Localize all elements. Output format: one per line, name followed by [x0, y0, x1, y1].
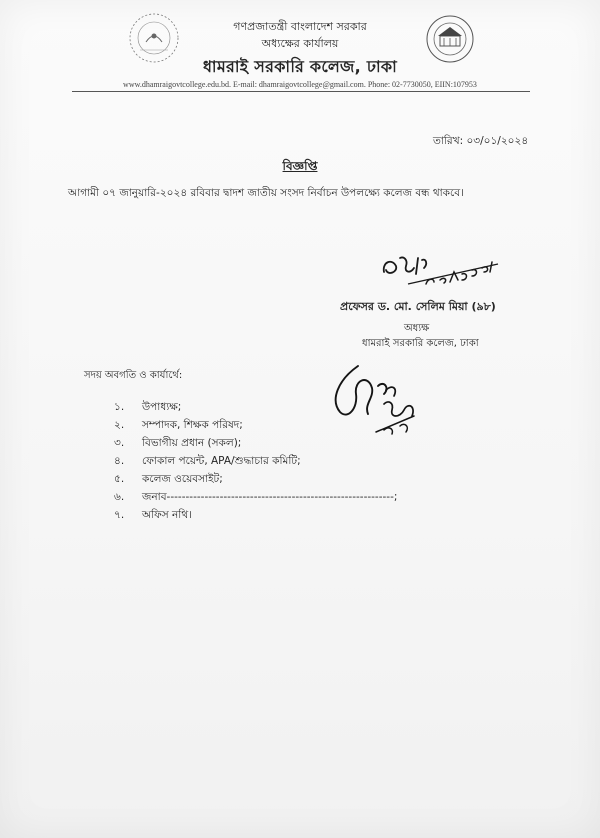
distribution-heading: সদয় অবগতি ও কার্যার্থে: [84, 370, 183, 381]
distribution-item: ৩. বিভাগীয় প্রধান (সকল); [114, 437, 242, 449]
notice-body: আগামী ০৭ জানুয়ারি-২০২৪ রবিবার দ্বাদশ জাতীয় সংসদ নির্বাচন উপলক্ষ্যে কলেজ বন্ধ থাকবে। [68, 187, 464, 199]
distribution-item: ১. উপাধ্যক্ষ; [114, 401, 182, 413]
distribution-item: ২. সম্পাদক, শিক্ষক পরিষদ; [114, 419, 243, 431]
distribution-item: ৭. অফিস নথি। [114, 509, 192, 521]
college-name: ধামরাই সরকারি কলেজ, ঢাকা [202, 57, 398, 76]
government-name: গণপ্রজাতন্ত্রী বাংলাদেশ সরকার [233, 20, 367, 33]
header-divider [72, 91, 530, 92]
handwritten-signature-date [378, 250, 503, 290]
contact-line: www.dhamraigovtcollege.edu.bd. E-mail: dhamraigovtcollege@gmail.com. Phone: 02-7730050, EIIN:107953 [123, 80, 477, 89]
signatory-institution: ধামরাই সরকারি কলেজ, ঢাকা [362, 338, 479, 349]
notice-subject: বিজ্ঞপ্তি [282, 159, 318, 173]
handwritten-initial-signature [328, 360, 428, 445]
office-name: অধ্যক্ষের কার্যালয় [261, 37, 339, 50]
signatory-title: অধ্যক্ষ [404, 323, 430, 334]
distribution-item: ৬. জনাব------------------------------------------------------------; [114, 491, 398, 503]
distribution-item: ৫. কলেজ ওয়েবসাইট; [114, 473, 223, 485]
notice-date: তারিখ: ০৩/০১/২০২৪ [433, 135, 529, 147]
signatory-name: প্রফেসর ড. মো. সেলিম মিয়া (৯৮) [340, 300, 496, 313]
distribution-item: ৪. ফোকাল পয়েন্ট, APA/শুদ্ধাচার কমিটি; [114, 455, 301, 467]
